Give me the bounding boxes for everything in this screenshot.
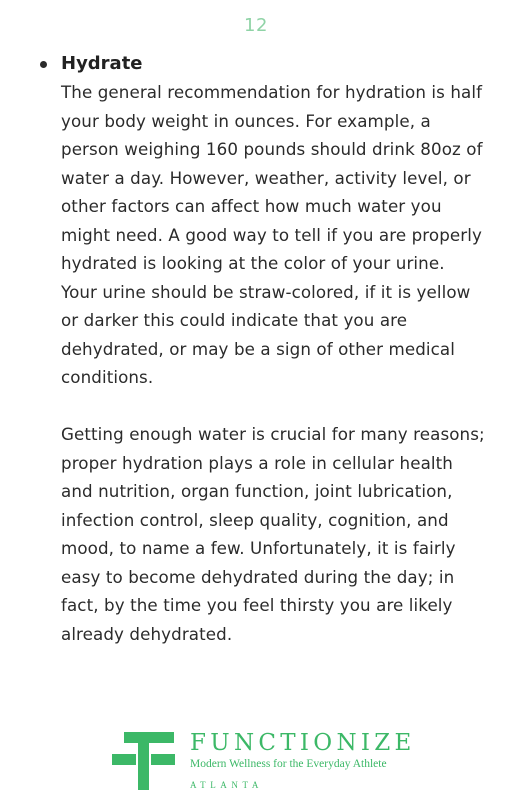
functionize-cross-logo-icon [112, 732, 176, 790]
page-number: 12 [244, 15, 268, 36]
brand-tagline: Modern Wellness for the Everyday Athlete [190, 758, 387, 770]
brand-city: ATLANTA [190, 780, 263, 790]
bullet-dot-icon [40, 61, 47, 68]
list-item [0, 50, 485, 648]
footer-logo [112, 730, 416, 792]
section-heading: Hydrate [61, 53, 143, 74]
paragraph-importance: Getting enough water is crucial for many reasons; proper hydration plays a role in cellular health and nutrition, organ function, joint lubrication, infection control, sleep quality, cognition, and mood, to name a few. Unfortunately, it is fairly easy to become dehydrated during the day; in fact, by the time you feel thirsty you are likely already dehydrated. [61, 424, 485, 644]
paragraph-recommendation: The general recommendation for hydration is half your body weight in ounces. For example, a person weighing 160 pounds should drink 80oz of water a day. However, weather, activity level, or other factors can affect how much water you might need. A good way to tell if you are properly hydrated is looking at the color of your urine. Your urine should be straw-colored, if it is yellow or darker this could indicate that you are dehydrated, or may be a sign of other medical conditions. [61, 82, 483, 387]
bullet-list [0, 50, 512, 648]
brand-name: FUNCTIONIZE [190, 730, 416, 756]
paragraph-spacer [61, 392, 485, 421]
